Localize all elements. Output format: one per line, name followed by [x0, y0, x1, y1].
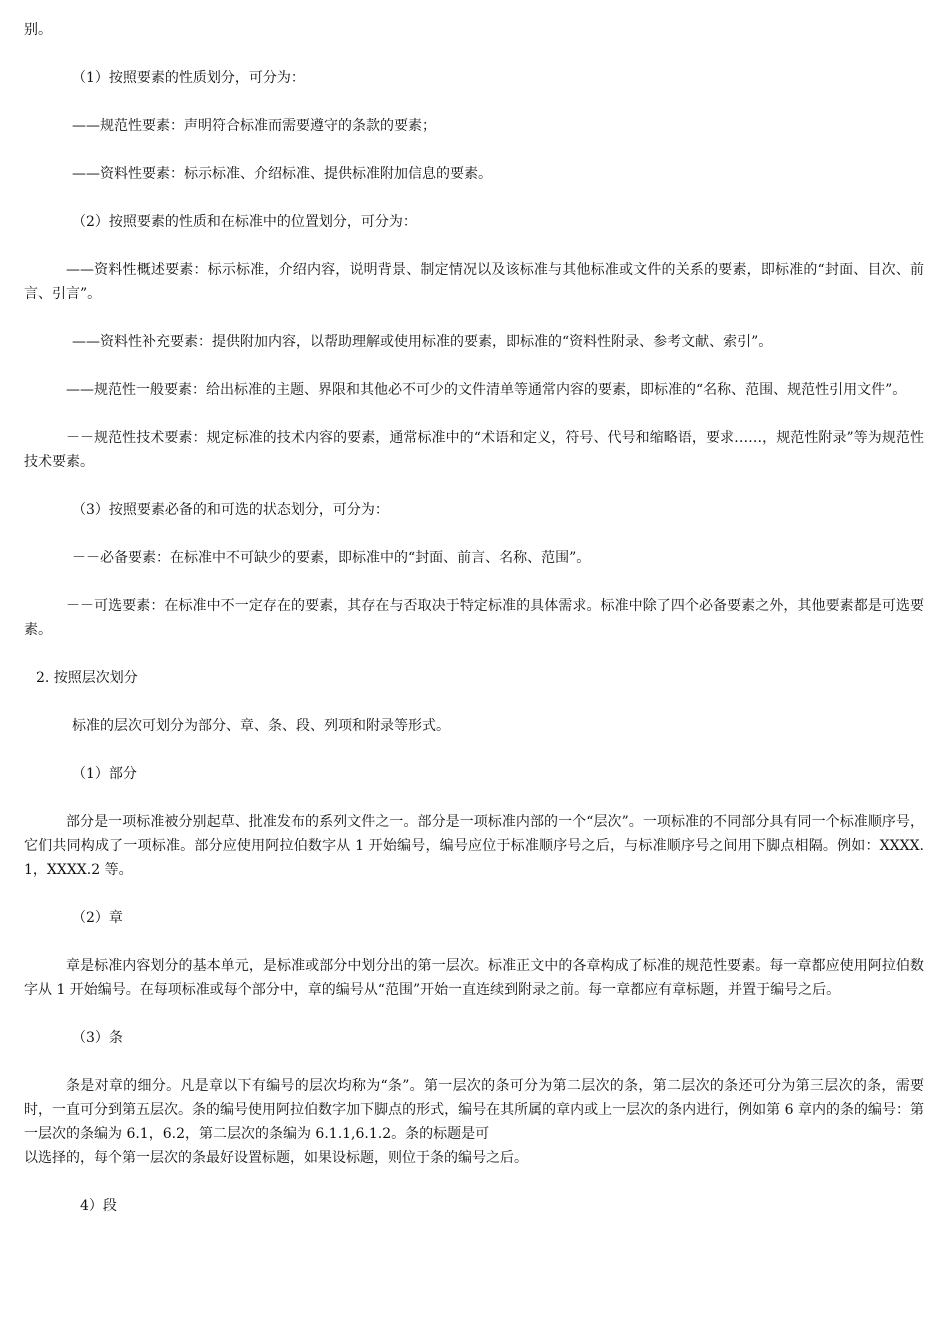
levels-introduction: 标准的层次可划分为部分、章、条、段、列项和附录等形式。	[72, 718, 450, 734]
optional-element-definition: －－可选要素：在标准中不一定存在的要素，其存在与否取决于特定标准的具体需求。标准中除了四个必备要素之外，其他要素都是可选要素。	[24, 598, 924, 638]
classification-heading-1: （1）按照要素的性质划分，可分为：	[72, 70, 305, 86]
classification-heading-2: （2）按照要素的性质和在标准中的位置划分，可分为：	[72, 214, 417, 230]
chapter-description: 章是标准内容划分的基本单元，是标准或部分中划分出的第一层次。标准正文中的各章构成了标准的规范性要素。每一章都应使用阿拉伯数字从 1 开始编号。在每项标准或每个部分中，章的编号从“范围”开始一直连续到附录之前。每一章都应有章标题，并置于编号之后。	[24, 958, 924, 998]
document-page	[24, 18, 924, 1218]
part-description: 部分是一项标准被分别起草、批准发布的系列文件之一。部分是一项标准内部的一个“层次”。一项标准的不同部分具有同一个标准顺序号，它们共同构成了一项标准。部分应使用阿拉伯数字从 1 开始编号，编号应位于标准顺序号之后，与标准顺序号之间用下脚点相隔。例如：XXXX.1，XXXX.2 等。	[24, 814, 924, 878]
text-continuation: 别。	[24, 22, 52, 38]
normative-technical-element-definition: －－规范性技术要素：规定标准的技术内容的要素，通常标准中的“术语和定义，符号、代号和缩略语，要求……，规范性附录”等为规范性技术要素。	[24, 430, 924, 470]
section-heading-2: 2. 按照层次划分	[36, 670, 138, 686]
clause-description-part-2: 以选择的，每个第一层次的条最好设置标题，如果设标题，则位于条的编号之后。	[24, 1150, 528, 1166]
classification-heading-3: （3）按照要素必备的和可选的状态划分，可分为：	[72, 502, 389, 518]
subsection-heading-part: （1）部分	[72, 766, 137, 782]
subsection-heading-clause: （3）条	[72, 1030, 123, 1046]
normative-general-element-definition: ——规范性一般要素：给出标准的主题、界限和其他必不可少的文件清单等通常内容的要素，即标准的“名称、范围、规范性引用文件”。	[66, 382, 907, 398]
clause-description-part-1: 条是对章的细分。凡是章以下有编号的层次均称为“条”。第一层次的条可分为第二层次的条，第二层次的条还可分为第三层次的条，需要时，一直可分到第五层次。条的编号使用阿拉伯数字加下脚点的形式，编号在其所属的章内或上一层次的条内进行，例如第 6 章内的条的编号：第一层次的条编为 6.1，6.2，第二层次的条编为 6.1.1,6.1.2。条的标题是可	[24, 1078, 924, 1142]
informative-element-definition: ——资料性要素：标示标准、介绍标准、提供标准附加信息的要素。	[72, 166, 492, 182]
normative-element-definition: ——规范性要素：声明符合标准而需要遵守的条款的要素；	[72, 118, 436, 134]
subsection-heading-paragraph: 4）段	[80, 1198, 117, 1214]
informative-overview-element-definition: ——资料性概述要素：标示标准，介绍内容，说明背景、制定情况以及该标准与其他标准或文件的关系的要素，即标准的“封面、目次、前言、引言”。	[24, 262, 924, 302]
informative-supplementary-element-definition: ——资料性补充要素：提供附加内容，以帮助理解或使用标准的要素，即标准的“资料性附录、参考文献、索引”。	[72, 334, 773, 350]
subsection-heading-chapter: （2）章	[72, 910, 123, 926]
mandatory-element-definition: －－必备要素：在标准中不可缺少的要素，即标准中的“封面、前言、名称、范围”。	[72, 550, 591, 566]
